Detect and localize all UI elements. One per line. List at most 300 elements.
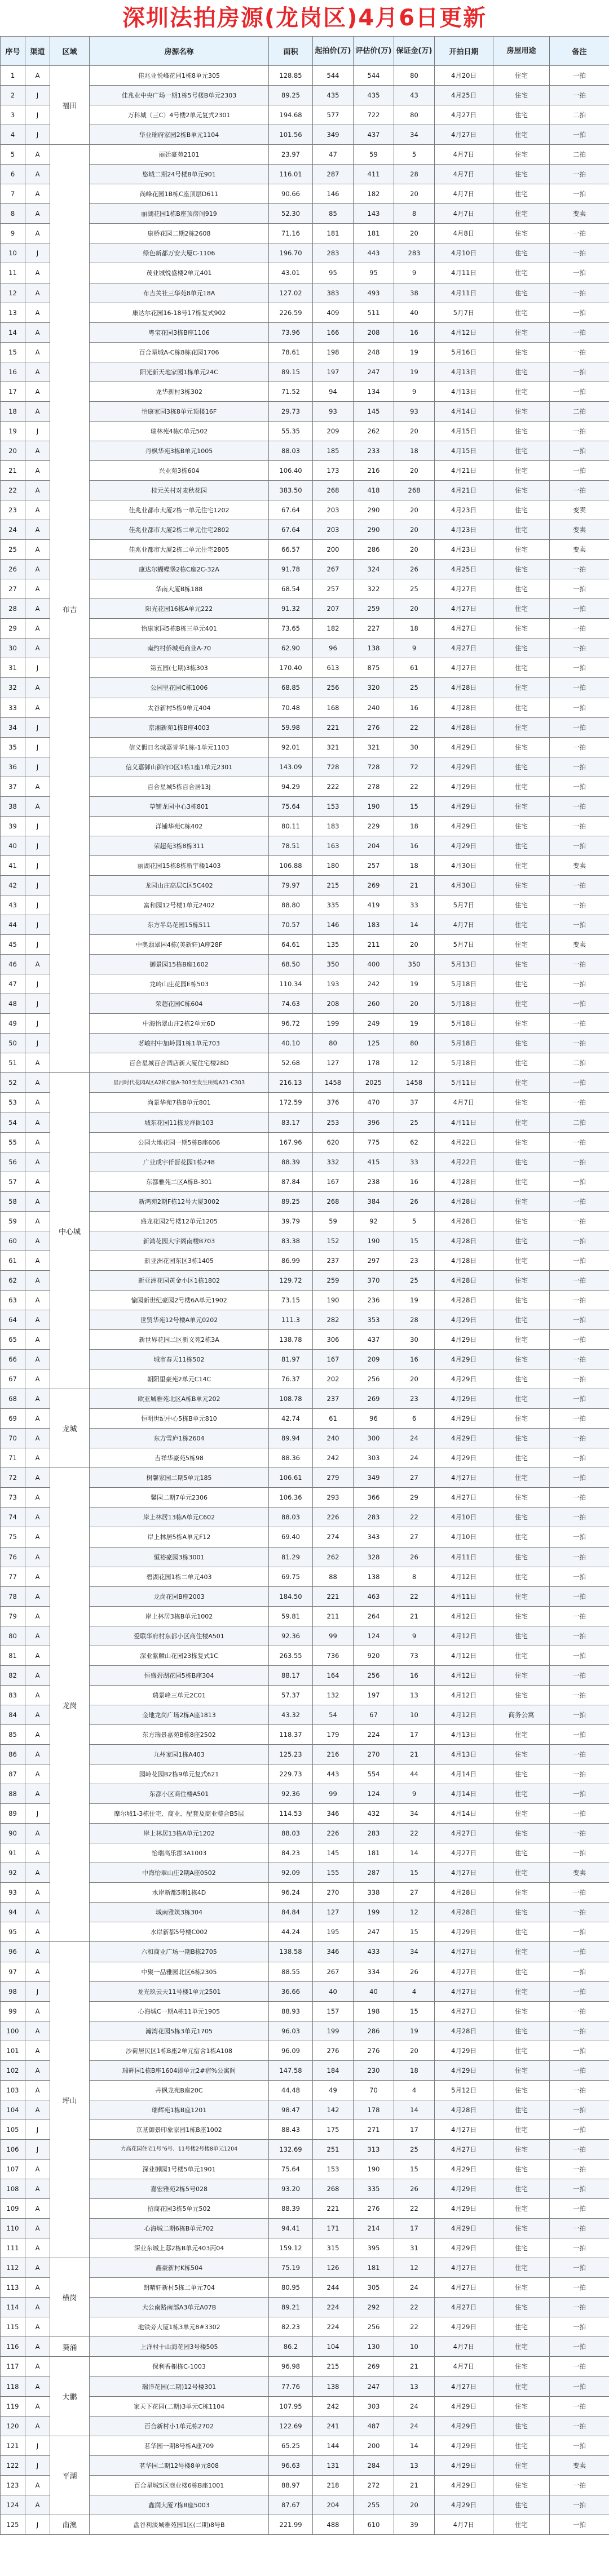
cell-index: 61 [1,1251,25,1270]
cell-name: 鑫豪新村K栋504 [90,2258,269,2278]
table-row [1,1764,609,1784]
table-row [1,2298,609,2317]
cell-appraisal: 247 [354,2377,394,2396]
cell-channel: A [25,165,50,184]
cell-area: 43.32 [269,1705,313,1724]
cell-area: 88.17 [269,1665,313,1685]
cell-note: 一拍 [550,2475,609,2495]
cell-name: 龙光玖云天11号楼1单元2501 [90,1981,269,2001]
cell-channel: A [25,777,50,796]
table-row [1,1863,609,1883]
cell-name: 中聚一品雅园北区6栋2305 [90,1962,269,1981]
cell-date: 4月28日 [435,2021,493,2041]
cell-name: 爱联华府村东都小区商住楼A501 [90,1626,269,1646]
cell-note: 一拍 [550,1389,609,1409]
cell-usage: 住宅 [493,1942,550,1962]
cell-usage: 住宅 [493,243,550,263]
cell-note: 一拍 [550,2495,609,2515]
cell-start-price: 180 [313,855,354,875]
cell-index: 125 [1,2515,25,2534]
cell-start-price: 200 [313,540,354,560]
cell-area: 79.97 [269,875,313,895]
cell-date: 4月28日 [435,1883,493,1903]
cell-date: 4月23日 [435,540,493,560]
cell-area: 196.70 [269,243,313,263]
cell-index: 89 [1,1804,25,1824]
cell-date: 4月29日 [435,1310,493,1329]
cell-index: 1 [1,66,25,86]
table-row [1,441,609,460]
cell-date: 4月7日 [435,204,493,224]
cell-date: 4月29日 [435,2436,493,2455]
table-row [1,1369,609,1389]
cell-channel: J [25,86,50,105]
cell-start-price: 332 [313,1152,354,1172]
cell-channel: A [25,2080,50,2100]
cell-date: 4月29日 [435,757,493,777]
cell-deposit: 24 [394,2278,435,2298]
col-header-channel: 渠道 [25,37,50,66]
cell-note: 一拍 [550,1191,609,1211]
cell-name: 心海城二期6栋B单元702 [90,2219,269,2238]
cell-start-price: 54 [313,1705,354,1724]
cell-appraisal: 178 [354,2100,394,2120]
cell-start-price: 195 [313,1922,354,1942]
cell-appraisal: 335 [354,2179,394,2199]
cell-date: 4月28日 [435,2100,493,2120]
cell-channel: A [25,2258,50,2278]
cell-date: 4月28日 [435,678,493,698]
cell-usage: 住宅 [493,1034,550,1053]
cell-channel: A [25,1251,50,1270]
cell-note: 一拍 [550,1350,609,1369]
cell-date: 4月27日 [435,2139,493,2159]
cell-deposit: 40 [394,303,435,322]
cell-area: 39.79 [269,1211,313,1231]
cell-index: 32 [1,678,25,698]
cell-deposit: 14 [394,915,435,935]
cell-index: 124 [1,2495,25,2515]
cell-name: 南约村侨城苑商业A-70 [90,639,269,658]
table-row [1,1606,609,1626]
cell-appraisal: 124 [354,1784,394,1804]
cell-date: 4月21日 [435,480,493,500]
cell-area: 129.72 [269,1270,313,1290]
cell-start-price: 88 [313,1567,354,1586]
cell-channel: A [25,698,50,717]
cell-area: 98.47 [269,2100,313,2120]
col-header-date: 开拍日期 [435,37,493,66]
cell-channel: A [25,2238,50,2258]
cell-appraisal: 40 [354,1981,394,2001]
cell-deposit: 28 [394,1310,435,1329]
cell-appraisal: 395 [354,2238,394,2258]
cell-start-price: 376 [313,1093,354,1112]
cell-index: 40 [1,836,25,855]
cell-name: 龙华新村3栋302 [90,382,269,401]
cell-note: 变卖 [550,855,609,875]
cell-note: 一拍 [550,1073,609,1093]
cell-start-price: 185 [313,441,354,460]
cell-note: 一拍 [550,2278,609,2298]
cell-date: 4月27日 [435,658,493,678]
cell-name: 上洋村十山海花园3号楼505 [90,2337,269,2357]
cell-channel: A [25,1429,50,1448]
cell-date: 4月30日 [435,875,493,895]
cell-start-price: 142 [313,2100,354,2120]
cell-start-price: 253 [313,1112,354,1132]
cell-channel: A [25,1270,50,1290]
cell-note: 一拍 [550,1369,609,1389]
cell-usage: 住宅 [493,737,550,757]
cell-deposit: 24 [394,1429,435,1448]
cell-date: 4月27日 [435,1843,493,1863]
cell-appraisal: 511 [354,303,394,322]
cell-note: 一拍 [550,974,609,994]
cell-usage: 住宅 [493,1508,550,1527]
cell-name: 水岸新都5号楼C002 [90,1922,269,1942]
cell-date: 4月28日 [435,1290,493,1310]
cell-note: 一拍 [550,2219,609,2238]
cell-usage: 住宅 [493,2179,550,2199]
table-row [1,243,609,263]
cell-name: 恒盛碧湖花园5栋B座304 [90,1665,269,1685]
cell-name: 城市春天11栋502 [90,1350,269,1369]
cell-appraisal: 875 [354,658,394,678]
cell-deposit: 20 [394,935,435,955]
cell-channel: A [25,1883,50,1903]
cell-deposit: 283 [394,243,435,263]
cell-start-price: 168 [313,698,354,717]
cell-date: 4月29日 [435,2159,493,2179]
cell-appraisal: 544 [354,66,394,86]
cell-channel: J [25,717,50,737]
table-row [1,2357,609,2377]
cell-index: 46 [1,955,25,974]
cell-start-price: 349 [313,125,354,145]
cell-start-price: 262 [313,1547,354,1567]
cell-date: 4月14日 [435,1764,493,1784]
cell-appraisal: 419 [354,895,394,915]
cell-index: 51 [1,1053,25,1073]
cell-date: 4月29日 [435,796,493,816]
cell-start-price: 268 [313,2179,354,2199]
cell-name: 深业紫麟山花园23栋复式1C [90,1646,269,1665]
cell-district: 龙城 [50,1389,90,1468]
cell-deposit: 15 [394,1863,435,1883]
cell-area: 66.57 [269,540,313,560]
cell-date: 4月7日 [435,2515,493,2534]
cell-index: 113 [1,2278,25,2298]
cell-name: 岸上林居13栋A单元1202 [90,1824,269,1843]
cell-start-price: 736 [313,1646,354,1665]
cell-area: 70.57 [269,915,313,935]
cell-appraisal: 320 [354,678,394,698]
cell-index: 2 [1,86,25,105]
cell-channel: A [25,2159,50,2179]
table-row [1,2495,609,2515]
cell-deposit: 10 [394,1705,435,1724]
cell-start-price: 40 [313,1981,354,2001]
cell-usage: 住宅 [493,1409,550,1429]
cell-usage: 住宅 [493,401,550,421]
table-row [1,1804,609,1824]
cell-name: 茗峻村中加岭园1栋1单元703 [90,1034,269,1053]
cell-channel: J [25,1804,50,1824]
cell-deposit: 24 [394,2396,435,2416]
cell-area: 89.25 [269,86,313,105]
cell-usage: 住宅 [493,619,550,639]
cell-channel: A [25,2001,50,2021]
cell-appraisal: 284 [354,2455,394,2475]
cell-appraisal: 271 [354,2120,394,2139]
cell-index: 3 [1,105,25,125]
cell-note: 一拍 [550,1764,609,1784]
cell-index: 75 [1,1527,25,1547]
cell-usage: 住宅 [493,1132,550,1152]
cell-area: 96.63 [269,2455,313,2475]
cell-start-price: 240 [313,1429,354,1448]
col-header-appraisal: 评估价(万) [354,37,394,66]
cell-channel: J [25,2120,50,2139]
cell-index: 6 [1,165,25,184]
cell-note: 一拍 [550,441,609,460]
cell-appraisal: 96 [354,1409,394,1429]
cell-appraisal: 238 [354,1172,394,1191]
listing-table [0,36,609,2535]
cell-index: 108 [1,2179,25,2199]
cell-index: 123 [1,2475,25,2495]
cell-area: 88.55 [269,1962,313,1981]
cell-deposit: 16 [394,1665,435,1685]
cell-date: 4月14日 [435,1804,493,1824]
cell-deposit: 22 [394,717,435,737]
table-row [1,915,609,935]
cell-deposit: 23 [394,1251,435,1270]
cell-usage: 住宅 [493,2199,550,2219]
cell-note: 一拍 [550,1744,609,1764]
cell-index: 27 [1,579,25,599]
cell-index: 29 [1,619,25,639]
cell-area: 110.34 [269,974,313,994]
cell-appraisal: 324 [354,560,394,579]
cell-index: 19 [1,421,25,441]
col-header-district: 区域 [50,37,90,66]
cell-start-price: 211 [313,1606,354,1626]
cell-deposit: 62 [394,1132,435,1152]
cell-area: 81.97 [269,1350,313,1369]
cell-area: 138.58 [269,1942,313,1962]
cell-usage: 住宅 [493,263,550,283]
cell-note: 一拍 [550,955,609,974]
col-header-start-price: 起拍价(万) [313,37,354,66]
table-row [1,2001,609,2021]
cell-date: 4月23日 [435,500,493,520]
cell-deposit: 14 [394,1843,435,1863]
table-row [1,1448,609,1468]
cell-usage: 住宅 [493,1824,550,1843]
cell-date: 4月27日 [435,639,493,658]
cell-appraisal: 262 [354,421,394,441]
cell-usage: 住宅 [493,224,550,243]
cell-usage: 住宅 [493,460,550,480]
table-row [1,184,609,204]
cell-name: 中奥翡翠园4栋(美新轩)A座28F [90,935,269,955]
cell-district: 中心城 [50,1073,90,1389]
cell-index: 23 [1,500,25,520]
cell-name: 六和商业广场一期B栋2705 [90,1942,269,1962]
cell-deposit: 8 [394,204,435,224]
cell-usage: 住宅 [493,1468,550,1488]
cell-district: 葵涌 [50,2337,90,2357]
table-row [1,1724,609,1744]
cell-area: 68.50 [269,955,313,974]
cell-usage: 住宅 [493,1685,550,1705]
cell-note: 一拍 [550,678,609,698]
cell-start-price: 166 [313,322,354,342]
cell-deposit: 9 [394,382,435,401]
cell-area: 89.25 [269,1191,313,1211]
cell-date: 4月14日 [435,1784,493,1804]
cell-appraisal: 313 [354,2139,394,2159]
cell-deposit: 6 [394,1409,435,1429]
cell-appraisal: 198 [354,2001,394,2021]
cell-deposit: 4 [394,1981,435,2001]
cell-index: 54 [1,1112,25,1132]
cell-start-price: 167 [313,1350,354,1369]
cell-name: 佳兆业都市大厦2栋二单元住宅2805 [90,540,269,560]
cell-start-price: 224 [313,2298,354,2317]
cell-name: 太谷新村5栋9单元404 [90,698,269,717]
cell-area: 44.48 [269,2080,313,2100]
table-row [1,1231,609,1251]
cell-date: 4月10日 [435,1527,493,1547]
cell-name: 佳兆业都市大厦2栋二单元住宅2802 [90,520,269,540]
table-row [1,796,609,816]
cell-channel: A [25,599,50,619]
cell-usage: 住宅 [493,836,550,855]
cell-date: 4月29日 [435,1350,493,1369]
cell-index: 64 [1,1310,25,1329]
cell-appraisal: 181 [354,224,394,243]
cell-channel: A [25,362,50,382]
cell-index: 21 [1,460,25,480]
cell-channel: A [25,1053,50,1073]
cell-area: 68.85 [269,678,313,698]
cell-usage: 住宅 [493,1843,550,1863]
table-row [1,1014,609,1034]
cell-index: 103 [1,2080,25,2100]
table-row [1,698,609,717]
cell-channel: J [25,1034,50,1053]
table-row [1,2060,609,2080]
cell-area: 81.29 [269,1547,313,1567]
cell-appraisal: 67 [354,1705,394,1724]
cell-start-price: 184 [313,2060,354,2080]
cell-deposit: 1458 [394,1073,435,1093]
cell-note: 一拍 [550,1784,609,1804]
cell-usage: 住宅 [493,2258,550,2278]
cell-name: 世贸华苑12号楼A单元0202 [90,1310,269,1329]
cell-start-price: 279 [313,1468,354,1488]
cell-usage: 住宅 [493,204,550,224]
cell-start-price: 135 [313,935,354,955]
cell-channel: A [25,796,50,816]
cell-usage: 住宅 [493,1547,550,1567]
cell-name: 御景园15栋B座1602 [90,955,269,974]
cell-channel: A [25,1211,50,1231]
cell-appraisal: 415 [354,1152,394,1172]
cell-channel: A [25,1409,50,1429]
cell-date: 4月27日 [435,125,493,145]
cell-index: 72 [1,1468,25,1488]
cell-note: 一拍 [550,717,609,737]
cell-start-price: 95 [313,263,354,283]
cell-name: 丽湖花园15栋8栋新宇楼1403 [90,855,269,875]
cell-deposit: 12 [394,1903,435,1922]
cell-note: 一拍 [550,1014,609,1034]
cell-start-price: 171 [313,2219,354,2238]
table-row [1,1093,609,1112]
cell-start-price: 193 [313,974,354,994]
cell-channel: A [25,1191,50,1211]
cell-deposit: 26 [394,1191,435,1211]
cell-note: 一拍 [550,283,609,303]
cell-deposit: 25 [394,1270,435,1290]
cell-usage: 住宅 [493,599,550,619]
cell-start-price: 94 [313,382,354,401]
table-row [1,2455,609,2475]
cell-deposit: 22 [394,1824,435,1843]
cell-usage: 住宅 [493,2021,550,2041]
cell-deposit: 21 [394,2357,435,2377]
cell-channel: A [25,1468,50,1488]
cell-deposit: 21 [394,1744,435,1764]
cell-usage: 住宅 [493,1191,550,1211]
cell-index: 30 [1,639,25,658]
cell-start-price: 145 [313,1843,354,1863]
cell-area: 87.67 [269,2495,313,2515]
table-row [1,86,609,105]
cell-date: 4月30日 [435,855,493,875]
cell-start-price: 241 [313,2416,354,2436]
cell-usage: 住宅 [493,796,550,816]
table-row [1,816,609,836]
cell-index: 42 [1,875,25,895]
cell-appraisal: 283 [354,1508,394,1527]
cell-name: 吉祥华豪苑5栋98 [90,1448,269,1468]
cell-appraisal: 257 [354,855,394,875]
cell-index: 7 [1,184,25,204]
cell-note: 一拍 [550,1429,609,1448]
table-row [1,2139,609,2159]
table-row [1,204,609,224]
cell-channel: A [25,2021,50,2041]
cell-index: 98 [1,1981,25,2001]
cell-index: 119 [1,2396,25,2416]
cell-area: 93.20 [269,2179,313,2199]
cell-start-price: 215 [313,875,354,895]
cell-channel: J [25,421,50,441]
cell-index: 118 [1,2377,25,2396]
cell-index: 83 [1,1685,25,1705]
cell-area: 88.03 [269,1508,313,1527]
cell-deposit: 18 [394,441,435,460]
cell-usage: 住宅 [493,2139,550,2159]
cell-index: 10 [1,243,25,263]
cell-name: 力高花园住宅1号"6号、11号楼2号楼8单元1204 [90,2139,269,2159]
cell-usage: 住宅 [493,1172,550,1191]
